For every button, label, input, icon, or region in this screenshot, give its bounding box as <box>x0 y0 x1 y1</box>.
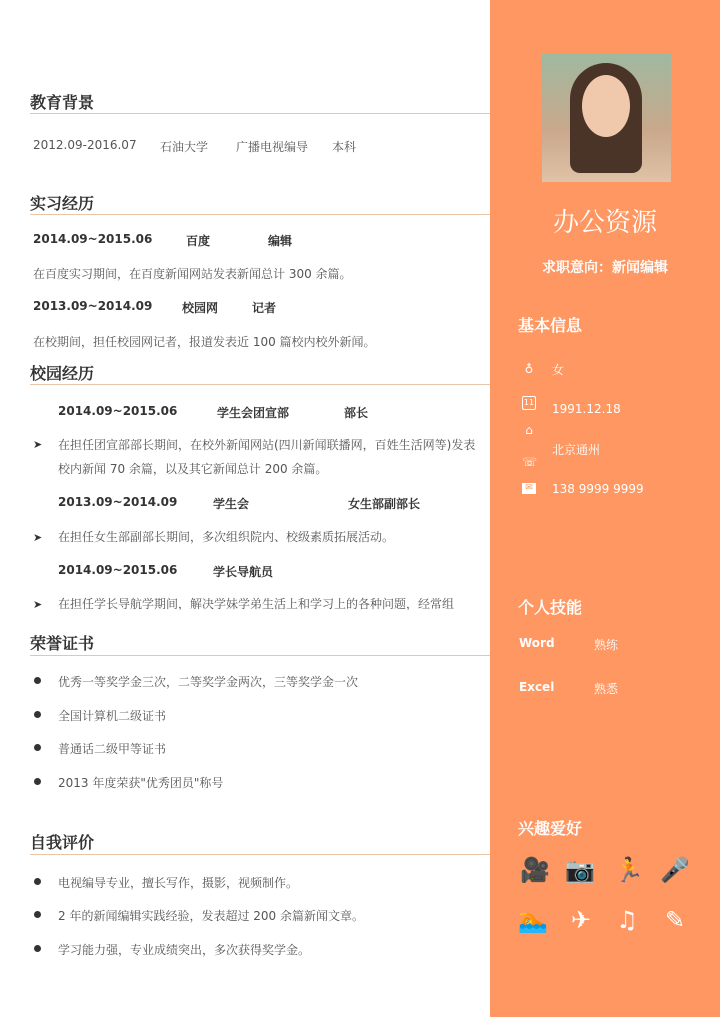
divider <box>30 854 490 855</box>
edu-school: 石油大学 <box>160 140 209 154</box>
skill-level: 熟练 <box>594 638 619 652</box>
phone-number: 138 9999 9999 <box>552 482 644 496</box>
section-title-hobbies: 兴趣爱好 <box>518 819 583 838</box>
person-icon: ♁ <box>524 362 534 376</box>
section-title-self: 自我评价 <box>30 833 95 852</box>
intern-role: 编辑 <box>268 234 293 248</box>
pencil-icon: ✎ <box>664 906 686 934</box>
camera-icon: 📷 <box>565 856 595 884</box>
divider <box>30 384 490 385</box>
job-intent: 求职意向：新闻编辑 <box>542 260 668 276</box>
section-title-basic: 基本信息 <box>518 316 583 335</box>
campus-desc: 在担任女生部副部长期间，多次组织院内、校级素质拓展活动。 <box>58 530 395 544</box>
honor-item: 优秀一等奖学金三次，二等奖学金两次，三等奖学金一次 <box>58 675 359 689</box>
bullet-icon <box>34 744 41 751</box>
self-item: 2 年的新闻编辑实践经验，发表超过 200 余篇新闻文章。 <box>58 909 364 923</box>
section-title-education: 教育背景 <box>30 93 95 112</box>
section-title-internship: 实习经历 <box>30 194 95 213</box>
campus-period: 2013.09~2014.09 <box>58 495 178 509</box>
video-camera-icon: 🎥 <box>520 856 550 884</box>
bullet-icon <box>34 911 41 918</box>
divider <box>30 113 490 114</box>
music-icon: ♫ <box>616 906 638 934</box>
honor-item: 2013 年度荣获"优秀团员"称号 <box>58 776 224 790</box>
swimming-icon: 🏊 <box>518 906 548 934</box>
intern-org: 百度 <box>186 234 211 248</box>
intern-desc: 在百度实习期间，在百度新闻网站发表新闻总计 300 余篇。 <box>33 267 352 281</box>
arrow-bullet-icon: ➤ <box>33 598 43 610</box>
gender: 女 <box>552 363 565 377</box>
calendar-icon: 11 <box>522 396 536 410</box>
campus-org: 学长导航员 <box>213 565 274 579</box>
skill-name: Word <box>519 636 555 650</box>
section-title-honors: 荣誉证书 <box>30 634 95 653</box>
candidate-name: 办公资源 <box>552 208 657 238</box>
campus-role: 女生部副部长 <box>348 497 421 511</box>
clipped-row <box>0 592 490 610</box>
arrow-bullet-icon: ➤ <box>33 531 43 544</box>
bullet-icon <box>34 778 41 785</box>
edu-major: 广播电视编导 <box>236 140 309 154</box>
skill-level: 熟悉 <box>594 682 619 696</box>
birth-date: 1991.12.18 <box>552 402 621 416</box>
campus-desc: 在担任学长导航学期间，解决学妹学弟生活上和学习上的各种问题，经常组 <box>58 597 455 610</box>
honor-item: 普通话二级甲等证书 <box>58 742 167 756</box>
microphone-icon: 🎤 <box>660 856 690 884</box>
profile-photo <box>542 53 671 182</box>
divider <box>30 655 490 656</box>
campus-org: 学生会 <box>213 497 250 511</box>
arrow-bullet-icon: ➤ <box>33 438 43 451</box>
self-item: 学习能力强，专业成绩突出，多次获得奖学金。 <box>58 943 311 957</box>
bullet-icon <box>34 878 41 885</box>
section-title-skills: 个人技能 <box>518 598 583 617</box>
campus-org: 学生会团宣部 <box>217 406 290 420</box>
honor-item: 全国计算机二级证书 <box>58 709 167 723</box>
sidebar <box>490 0 720 1017</box>
edu-period: 2012.09-2016.07 <box>33 138 137 152</box>
edu-degree: 本科 <box>332 140 357 154</box>
skill-name: Excel <box>519 680 555 694</box>
divider <box>30 214 490 215</box>
campus-desc: 在担任团宣部部长期间，在校外新闻网站(四川新闻联播网，百姓生活网等)发表校内新闻 70 余篇，以及其它新闻总计 200 余篇。 <box>58 438 476 476</box>
intern-period: 2013.09~2014.09 <box>33 299 153 313</box>
bullet-icon <box>34 945 41 952</box>
bullet-icon <box>34 677 41 684</box>
airplane-icon: ✈ <box>570 906 592 934</box>
bullet-icon <box>34 711 41 718</box>
campus-period: 2014.09~2015.06 <box>58 563 178 577</box>
location: 北京通州 <box>552 443 601 457</box>
self-item: 电视编导专业，擅长写作，摄影，视频制作。 <box>58 876 299 890</box>
campus-role: 部长 <box>344 406 369 420</box>
section-title-campus: 校园经历 <box>30 364 95 383</box>
campus-period: 2014.09~2015.06 <box>58 404 178 418</box>
home-icon: ⌂ <box>525 423 533 437</box>
intern-period: 2014.09~2015.06 <box>33 232 153 246</box>
phone-icon: ☏ <box>522 455 538 469</box>
intern-role: 记者 <box>252 301 277 315</box>
intern-org: 校园网 <box>182 301 219 315</box>
intern-desc: 在校期间，担任校园网记者，报道发表近 100 篇校内校外新闻。 <box>33 335 376 349</box>
mail-icon: ✉ <box>522 483 536 494</box>
running-icon: 🏃 <box>614 856 644 884</box>
